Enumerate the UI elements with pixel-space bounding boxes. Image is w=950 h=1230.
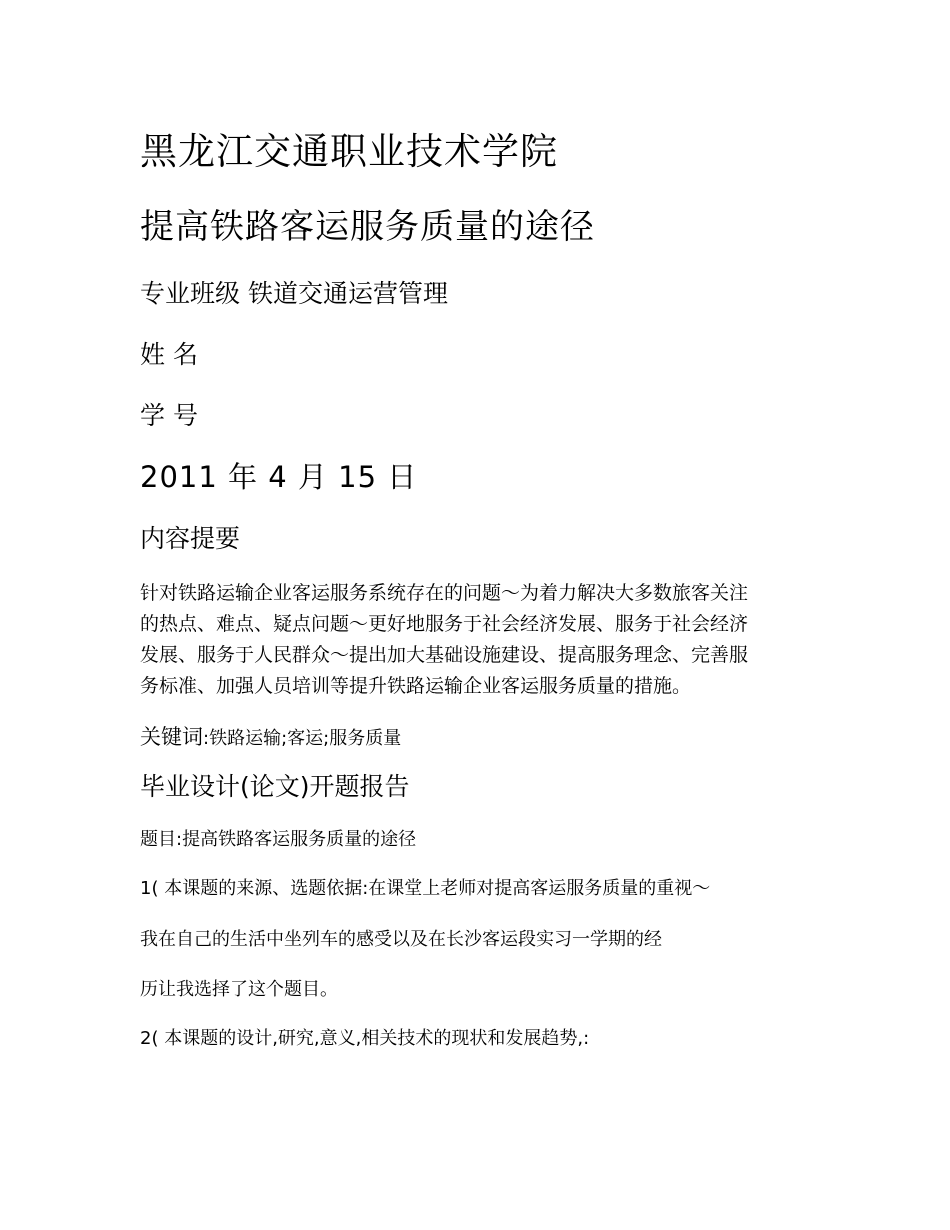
item1-line: 我在自己的生活中坐列车的感受以及在长沙客运段实习一学期的经: [140, 929, 662, 950]
student-id-line: 学 号: [140, 401, 198, 430]
school-name: 黑龙江交通职业技术学院: [140, 130, 558, 173]
keywords-value: :铁路运输;客运;服务质量: [203, 728, 402, 749]
item1-line: 1( 本课题的来源、选题依据:在课堂上老师对提高客运服务质量的重视～: [140, 878, 711, 899]
abstract-body: [140, 578, 820, 702]
topic-line: 题目:提高铁路客运服务质量的途径: [140, 829, 417, 850]
abstract-heading: 内容提要: [140, 524, 241, 553]
major-class-line: 专业班级 铁道交通运营管理: [140, 279, 448, 308]
date-line: 2011 年 4 月 15 日: [140, 460, 418, 494]
item1-line: 历让我选择了这个题目。: [140, 979, 338, 1000]
abstract-line: 务标准、加强人员培训等提升铁路运输企业客运服务质量的措施。: [140, 675, 692, 697]
abstract-line: 针对铁路运输企业客运服务系统存在的问题～为着力解决大多数旅客关注: [140, 582, 749, 604]
keywords-label: 关键词: [140, 725, 203, 749]
abstract-line: 的热点、难点、疑点问题～更好地服务于社会经济发展、服务于社会经济: [140, 613, 749, 635]
item2-line: 2( 本课题的设计,研究,意义,相关技术的现状和发展趋势,:: [140, 1028, 590, 1049]
student-name-line: 姓 名: [140, 340, 198, 369]
keywords-line: [140, 727, 401, 748]
thesis-title: 提高铁路客运服务质量的途径: [140, 207, 595, 247]
proposal-heading: 毕业设计(论文)开题报告: [140, 772, 410, 801]
abstract-line: 发展、服务于人民群众～提出加大基础设施建设、提高服务理念、完善服: [140, 644, 749, 666]
